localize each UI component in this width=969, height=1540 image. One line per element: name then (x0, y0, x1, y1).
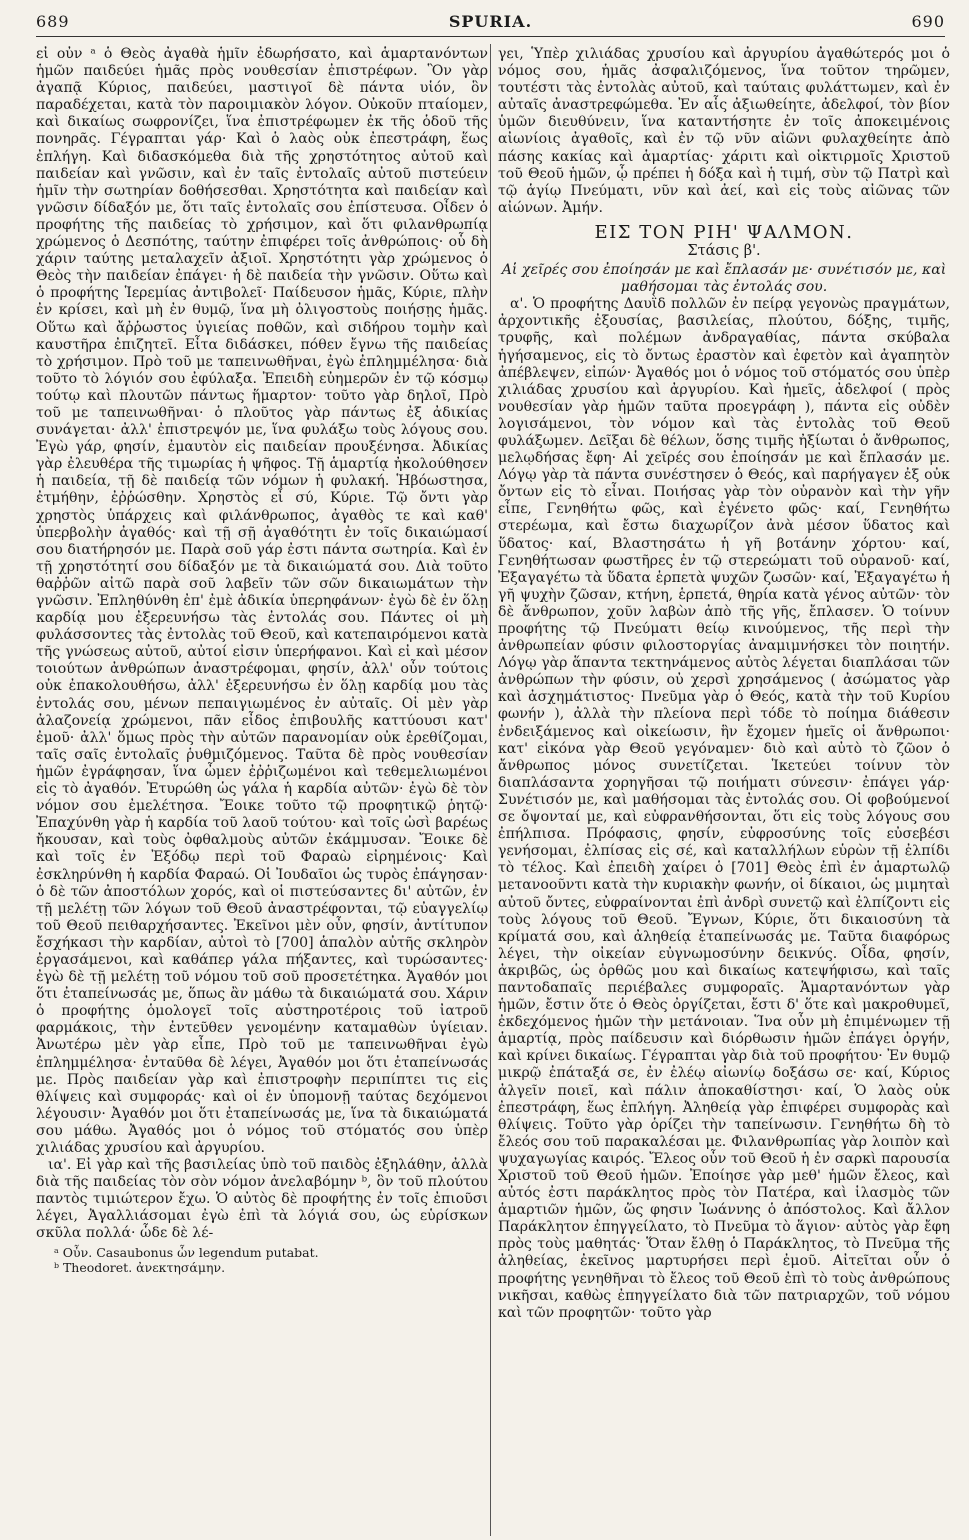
right-intro-paragraph: γει, Ὑπὲρ χιλιάδας χρυσίου καὶ ἀργυρίου ἀγαθώτερός μοι ὁ νόμος σου, ἡμᾶς ἀσφαλιζόμενος, ἵνα τοῦτον τηρῶμεν, τουτέστι τὰς ἐντολὰς αὐτοῦ, καὶ ταύταις φυλάττωμεν, καὶ ἐν αὐταῖς ἀναστρεφώμεθα. Ἐν αἷς ἀξιωθείητε, ἀδελφοί, τὸν βίον ὑμῶν διευθύνειν, ἵνα καταντήσητε ἐν τοῖς ἀποκειμένοις αἰωνίοις ἀγαθοῖς, καὶ ἐν τῷ νῦν αἰῶνι φυλαχθείητε ἀπὸ πάσης κακίας καὶ ἁμαρτίας· χάριτι καὶ οἰκτιρμοῖς Χριστοῦ τοῦ Θεοῦ ἡμῶν, ᾧ πρέπει ἡ δόξα καὶ ἡ τιμή, σὺν τῷ Πατρὶ καὶ τῷ ἁγίῳ Πνεύματι, νῦν καὶ ἀεί, καὶ εἰς τοὺς αἰῶνας τῶν αἰώνων. Ἀμήν. (498, 46, 950, 216)
right-column (498, 46, 950, 1532)
header-rule (36, 36, 945, 37)
psalm-lemma: Αἱ χεῖρές σου ἐποίησάν με καὶ ἔπλασάν με· συνέτισόν με, καὶ μαθήσομαι τὰς ἐντολάς σου. (501, 262, 947, 296)
running-title: SPURIA. (448, 12, 533, 31)
left-paragraph-1: εἰ οὖν ᵃ ὁ Θεὸς ἀγαθὰ ἡμῖν ἐδωρήσατο, καὶ ἁμαρτανόντων ἡμῶν παιδεύει ἡμᾶς πρὸς νουθεσίαν ἐπιστρέφων. Ὃν γὰρ ἀγαπᾷ Κύριος, παιδεύει, μαστιγοῖ δὲ πάντα υἱόν, ὃν παραδέχεται, κατὰ τὸν παροιμιακὸν λόγον. Οὐκοῦν πταίομεν, καὶ δικαίως σωφρονίζει, ἵνα ἐπιστρέφωμεν ἐκ τῆς ὁδοῦ τῆς πονηρᾶς. Γέγραπται γάρ· Καὶ ὁ λαὸς οὐκ ἐπεστράφη, ἕως ἐπλήγη. Καὶ διδασκόμεθα διὰ τῆς χρηστότητος αὐτοῦ καὶ παιδείαν καὶ γνῶσιν, καὶ ἐν ταῖς ἐντολαῖς αὐτοῦ πιστεύειν ἡμῖν τὴν σωτηρίαν δοθήσεσθαι. Χρηστότητα καὶ παιδείαν καὶ γνῶσιν δίδαξόν με, ὅτι ταῖς ἐντολαῖς σου ἐπίστευσα. Οἶδεν ὁ προφήτης τῆς παιδείας τὸ χρήσιμον, καὶ ὅτι φιλανθρωπίᾳ χρώμενος ὁ Δεσπότης, ταύτην ἐπιφέρει τοῖς ἀνθρώποις· οὗ δὴ χάριν ταύτης μεταλαχεῖν ἀξιοῖ. Χρηστότητι γὰρ χρώμενος ὁ Θεὸς τὴν παιδείαν ἐπάγει· ἡ δὲ παιδεία τὴν γνῶσιν. Οὕτω καὶ ὁ προφήτης Ἱερεμίας ἀντιβολεῖ· Παίδευσον ἡμᾶς, Κύριε, πλὴν ἐν κρίσει, καὶ μὴ ἐν θυμῷ, ἵνα μὴ ὀλιγοστοὺς ποιήσῃς ἡμᾶς. Οὕτω καὶ ἄῤῥωστος ὑγιείας ποθῶν, καὶ σιδήρου τομὴν καὶ καυστῆρα ἐπιζητεῖ. Εἶτα διδάσκει, πόθεν ἔγνω τῆς παιδείας τὸ χρήσιμον. Πρὸ τοῦ με ταπεινωθῆναι, ἐγὼ ἐπλημμέλησα· διὰ τοῦτο τὸ λόγιόν σου ἐφύλαξα. Ἐπειδὴ εὐημερῶν ἐν τῷ κόσμῳ τούτῳ καὶ πλουτῶν πάντως ἥμαρτον· τοῦτο γὰρ δηλοῖ, Πρὸ τοῦ με ταπεινωθῆναι· ὁ πλοῦτος γὰρ πάντως ἐξ ἀδικίας συνάγεται· ἀλλ' ἐπιστρεψόν με, ἵνα φυλάξω τοὺς λόγους σου. Ἐγὼ γάρ, φησίν, ἐμαυτὸν εἰς παιδείαν προυξένησα. Ἀδικίας γὰρ ἐλευθέρα τῆς τιμωρίας ἡ ψῆφος. Τῇ ἁμαρτίᾳ ἠκολούθησεν ἡ παιδεία, τῇ δὲ παιδείᾳ τῶν νόμων ἡ φυλακή. Ἡβόωστησα, ἐτμήθην, ἐῤῥώσθην. Χρηστὸς εἶ σύ, Κύριε. Τῷ ὄντι γὰρ χρηστὸς ὑπάρχεις καὶ φιλάνθρωπος, ἀγαθὸς τε καὶ καθ' ὑπερβολὴν ἀγαθός· καὶ τῇ σῇ ἀγαθότητι ἐν τοῖς δικαιώμασί σου διατήρησόν με. Παρὰ σοῦ γάρ ἐστι πάντα σωτηρία. Καὶ ἐν τῇ χρηστότητί σου δίδαξόν με τὰ δικαιώματά σου. Διὰ τοῦτο θαῤῥῶν αἰτῶ παρὰ σοῦ λαβεῖν τῶν σῶν δικαιωμάτων τὴν γνῶσιν. Ἐπληθύνθη ἐπ' ἐμὲ ἀδικία ὑπερηφάνων· ἐγὼ δὲ ἐν ὅλῃ καρδίᾳ μου ἐξερευνήσω τὰς ἐντολάς σου. Πάντες οἱ μὴ φυλάσσοντες τὰς ἐντολὰς τοῦ Θεοῦ, καὶ κατεπαιρόμενοι κατὰ τῆς γνώσεως αὐτοῦ, αὐτοί εἰσιν ὑπερήφανοι. Καὶ εἰ καὶ μέσον τοιούτων ἀνθρώπων ἀναστρέφομαι, φησίν, ἀλλ' οὖν τούτοις οὐκ ἐπακολουθήσω, ἀλλ' ἐξερευνήσω ἐν ὅλῃ καρδίᾳ μου τὰς ἐντολάς σου, μένων πεπαιγιωμένος ἐν αὐταῖς. Οἱ μὲν γὰρ ἀλαζονείᾳ χρώμενοι, πᾶν εἶδος ἐπιβουλῆς καττύουσι κατ' ἐμοῦ· ἀλλ' ὅμως πρὸς τὴν αὐτῶν παρανομίαν οὐκ ἐρεθίζομαι, ταῖς σαῖς ἐντολαῖς ῥυθμιζόμενος. Ταῦτα δὲ πρὸς νουθεσίαν ἡμῶν ἐγράφησαν, ἵνα ὦμεν ἐῤῥιζωμένοι καὶ τεθεμελιωμένοι εἰς τὸ ἀγαθόν. Ἐτυρώθη ὡς γάλα ἡ καρδία αὐτῶν· ἐγὼ δὲ τὸν νόμον σου ἐμελέτησα. Ἔοικε τοῦτο τῷ προφητικῷ ῥητῷ· Ἐπαχύνθη γὰρ ἡ καρδία τοῦ λαοῦ τούτου· καὶ τοῖς ὠσὶ βαρέως ἤκουσαν, καὶ τοὺς ὀφθαλμοὺς αὐτῶν ἐκάμμυσαν. Ἔοικε δὲ καὶ τοῖς ἐν Ἐξόδῳ περὶ τοῦ Φαραὼ εἰρημένοις· Καὶ ἐσκληρύνθη ἡ καρδία Φαραώ. Οἱ Ἰουδαῖοι ὡς τυρὸς ἐπάγησαν· ὁ δὲ τῶν ἀποστόλων χορός, καὶ οἱ πιστεύσαντες δι' αὐτῶν, ἐν τῇ μελέτῃ τῶν λόγων τοῦ Θεοῦ ἀναστρέφονται, τῷ εὐαγγελίῳ τοῦ Θεοῦ πειθαρχήσαντες. Ἐκεῖνοι μὲν οὖν, φησίν, ἀντίτυπον ἔσχήκασι τὴν καρδίαν, αὐτοὶ τὸ [700] ἁπαλὸν αὐτῆς σκληρὸν ἐργασάμενοι, καὶ καθάπερ γάλα πήξαντες, καὶ τυρώσαντες· ἐγὼ δὲ τῇ μελέτῃ τοῦ νόμου τοῦ σοῦ προσετέτηκα. Ἀγαθόν μοι ὅτι ἐταπείνωσάς με, ὅπως ἂν μάθω τὰ δικαιώματά σου. Χάριν ὁ προφήτης ὁμολογεῖ τοῖς αὐστηροτέροις τοῦ ἰατροῦ φαρμάκοις, τὴν ἐντεῦθεν γενομένην καταμαθὼν ὑγίειαν. Ἀνωτέρω μὲν γὰρ εἶπε, Πρὸ τοῦ με ταπεινωθῆναι ἐγὼ ἐπλημμέλησα· ἐνταῦθα δὲ λέγει, Ἀγαθόν μοι ὅτι ἐταπείνωσάς με. Πρὸς παιδείαν γὰρ καὶ ἐπιστροφὴν περιπίπτει τις εἰς θλίψεις καὶ συμφοράς· καὶ οἱ ἐν ὑπομονῇ ταύτας δεχόμενοι λέγουσιν· Ἀγαθόν μοι ὅτι ἐταπείνωσάς με, ἵνα τὰ δικαιώματά σου μάθω. Ἀγαθός μοι ὁ νόμος τοῦ στόματός σου ὑπὲρ χιλιάδας χρυσίου καὶ ἀργυρίου. (36, 46, 488, 1156)
running-head (36, 8, 945, 38)
right-body-paragraph: α'. Ὁ προφήτης Δαυῒδ πολλῶν ἐν πείρᾳ γεγονὼς πραγμάτων, ἀρχοντικῆς ἐξουσίας, βασιλείας, πλούτου, δόξης, τιμῆς, τρυφῆς, καὶ πολέμων ἀνδραγαθίας, πάντα σκύβαλα ἡγήσαμενος, εἰς τὸ ὄντως ἐραστὸν καὶ ἐφετὸν καὶ ἀγαπητὸν ἀπέβλεψεν, εἰπών· Ἀγαθός μοι ὁ νόμος τοῦ στόματός σου ὑπὲρ χιλιάδας χρυσίου καὶ ἀργυρίου. Καὶ ἡμεῖς, ἀδελφοί ( πρὸς νουθεσίαν γὰρ ἡμῶν ταῦτα προεγράφη ), πάντα εἰς οὐδὲν λογισάμενοι, τὸν νόμον καὶ τὰς ἐντολὰς τοῦ Θεοῦ φυλάξωμεν. Δεῖξαι δὲ θέλων, ὅσης τιμῆς ἠξίωται ὁ ἄνθρωπος, μελῳδήσας ἔφη· Αἱ χεῖρές σου ἐποίησάν με καὶ ἔπλασάν με. Λόγῳ γὰρ τὰ πάντα συνέστησεν ὁ Θεός, καὶ παρήγαγεν ἐξ οὐκ ὄντων εἰς τὸ εἶναι. Ποιήσας γὰρ τὸν οὐρανὸν καὶ τὴν γῆν εἶπε, Γενηθήτω φῶς, καὶ ἐγένετο φῶς· καί, Γενηθήτω στερέωμα, καὶ ἔστω διαχωρίζον ἀνὰ μέσον ὕδατος καὶ ὕδατος· καί, Βλαστησάτω ἡ γῆ βοτάνην χόρτου· καί, Γενηθήτωσαν φωστῆρες ἐν τῷ στερεώματι τοῦ οὐρανοῦ· καί, Ἐξαγαγέτω τὰ ὕδατα ἑρπετὰ ψυχῶν ζωσῶν· καί, Ἐξαγαγέτω ἡ γῆ ψυχὴν ζῶσαν, κτήνη, ἑρπετά, θηρία κατὰ γένος αὐτῶν· τὸν δὲ ἄνθρωπον, χοῦν λαβὼν ἀπὸ τῆς γῆς, ἔπλασεν. Ὁ τοίνυν προφήτης τῷ Πνεύματι θείῳ κινούμενος, τῆς περὶ τὴν ἀνθρωπείαν φύσιν φιλοστοργίας ἀναμιμνήσκει τὸν ποιητήν. Λόγῳ γὰρ ἅπαντα τεκτηνάμενος αὐτὸς λέγεται διαπλάσαι τῶν ἀνθρώπων τὴν φύσιν, οὐ χερσὶ χρησάμενος ( ἀσώματος γὰρ καὶ ἀσχημάτιστος· Πνεῦμα γὰρ ὁ Θεός, κατὰ τὴν τοῦ Κυρίου φωνήν ), ἀλλὰ τὴν πλείονα περὶ τόδε τὸ ποίημα διάθεσιν ἐνδειξάμενος καὶ οἰκείωσιν, ἣν ἔχομεν ἡμεῖς οἱ ἄνθρωποι· κατ' εἰκόνα γὰρ Θεοῦ γεγόναμεν· διὸ καὶ αὐτὸ τὸ ζῶον ὁ ἄνθρωπος μόνος συνετίζεται. Ἱκετεύει τοίνυν τὸν διαπλάσαντα χορηγῆσαι τῷ ποιήματι σύνεσιν· ἐπάγει γάρ· Συνέτισόν με, καὶ μαθήσομαι τὰς ἐντολάς σου. Οἱ φοβούμενοί σε ὄψονταί με, καὶ εὐφρανθήσονται, ὅτι εἰς τοὺς λόγους σου ἐπήλπισα. Πρόφασις, φησίν, εὐφροσύνης τοῖς εὐσεβέσι γενήσομαι, ἐλπίσας εἰς σέ, καὶ καταλλήλων εὑρὼν τῇ ἐλπίδι τὸ τέλος. Καὶ ἐπειδὴ χαίρει ὁ [701] Θεὸς ἐπὶ ἐν ἁμαρτωλῷ μετανοοῦντι κατὰ τὴν κυριακὴν φωνήν, οἱ δίκαιοι, ὡς μιμηταὶ αὐτοῦ ὄντες, εὐφραίνονται ἐπὶ ἀνδρὶ συνετῷ καὶ ἐλπίζοντι εἰς τοὺς λόγους τοῦ Θεοῦ. Ἔγνων, Κύριε, ὅτι δικαιοσύνη τὰ κρίματά σου, καὶ ἀληθείᾳ ἐταπείνωσάς με. Ταῦτα διαφόρως λέγει, τὴν οἰκείαν εὐγνωμοσύνην δεικνύς. Οἶδα, φησίν, ἀκριβῶς, ὡς ὀρθῶς μου καὶ δικαίως κατεψήφισω, καὶ ταῖς παντοδαπαῖς περιέβαλες συμφοραῖς. Ἁμαρτανόντων γὰρ ἡμῶν, ἔστιν ὅτε ὁ Θεὸς ὀργίζεται, ἔστι δ' ὅτε καὶ μακροθυμεῖ, ἐκδεχόμενος ἡμῶν τὴν μετάνοιαν. Ἵνα οὖν μὴ ἐπιμένωμεν τῇ ἁμαρτίᾳ, πρὸς παίδευσιν καὶ διόρθωσιν ἡμῶν ἐπάγει ὀργήν, καὶ κρίνει δικαίως. Γέγραπται γὰρ διὰ τοῦ προφήτου· Ἐν θυμῷ μικρῷ ἐπάταξά σε, ἐν ἐλέῳ αἰωνίῳ δοξάσω σε· καί, Κύριος ἀλγεῖν ποιεῖ, καὶ πάλιν ἀποκαθίστησι· καί, Ὁ λαὸς οὐκ ἐπεστράφη, ἕως ἐπλήγη. Ἀληθείᾳ γὰρ ἐπιφέρει συμφορὰς καὶ θλίψεις. Τοῦτο γὰρ ὁρίζει τὴν ταπείνωσιν. Γενηθήτω δὴ τὸ ἔλεός σου τοῦ παρακαλέσαι με. Φιλανθρωπίας γὰρ λοιπὸν καὶ ψυχαγωγίας καιρός. Ἔλεος οὖν τοῦ Θεοῦ ἡ ἐν σαρκὶ παρουσία Χριστοῦ τοῦ Θεοῦ ἡμῶν. Ἐποίησε γὰρ μεθ' ἡμῶν ἔλεος, καὶ αὐτός ἐστι παράκλητος πρὸς τὸν Πατέρα, καὶ ἱλασμὸς τῶν ἁμαρτιῶν ἡμῶν, ὥς φησιν Ἰωάννης ὁ ἀπόστολος. Καὶ ἄλλον Παράκλητον ἐπηγγείλατο, τὸ Πνεῦμα τὸ ἅγιον· αὐτὸς γὰρ ἔφη πρὸς τοὺς μαθητάς· Ὅταν ἔλθῃ ὁ Παράκλητος, τὸ Πνεῦμα τῆς ἀληθείας, ἐκεῖνος μαρτυρήσει περὶ ἐμοῦ. Αἰτεῖται οὖν ὁ προφήτης γενηθῆναι τὸ ἔλεος τοῦ Θεοῦ ἐπὶ τὸ τοὺς ἀνθρώπους νικῆσαι, καθὼς ἐπηγγείλατο διὰ τῶν πατριαρχῶν, τοῦ νόμου καὶ τῶν προφητῶν· τοῦτο γὰρ (498, 296, 950, 1321)
footnote-b: ᵇ Theodoret. ἀνεκτησάμην. (54, 1259, 226, 1275)
footnotes (36, 1245, 488, 1275)
left-column (36, 46, 488, 1534)
section-heading: ΕΙΣ ΤΟΝ ΡΙΗ' ΨΑΛΜΟΝ. (594, 221, 854, 243)
column-divider (490, 44, 491, 1536)
section-subheading: Στάσις β'. (687, 242, 761, 259)
page-number-right: 690 (911, 12, 945, 31)
page-number-left: 689 (36, 12, 70, 31)
left-paragraph-2: ια'. Εἰ γὰρ καὶ τῆς βασιλείας ὑπὸ τοῦ παιδὸς ἐξηλάθην, ἀλλὰ διὰ τῆς παιδείας τὸν σὸν νόμον ἀνελαβόμην ᵇ, ὃν τοῦ πλούτου παντὸς τιμιώτερον ἔχω. Ὁ αὐτὸς δὲ προφήτης ἐν τοῖς ἐπιοῦσι λέγει, Ἀγαλλιάσομαι ἐγὼ ἐπὶ τὰ λόγιά σου, ὡς εὑρίσκων σκῦλα πολλά· ὧδε δὲ λέ- (36, 1157, 488, 1242)
footnote-a: ᵃ Οὖν. Casaubonus ὧν legendum putabat. (54, 1244, 319, 1260)
